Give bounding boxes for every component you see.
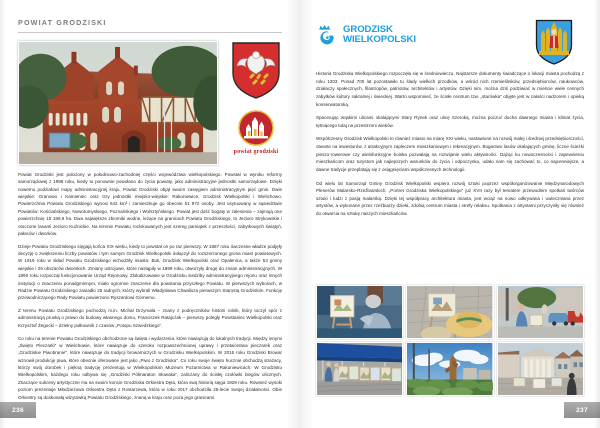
paragraph: Historia Grodziska Wielkopolskiego rozpoczęła się w średniowieczu. Najstarsze dokumenty świadczące o lokacji miasta pochodzą z roku 1303. Ponad 700 lat pozostawiło tu ślady wielkich przodków, a wśród nich rzemieślników, przedsiębiorców, naukowców, działaczy społecznych, filantropów, patriotów, architektów i artystów. Dzięki nim, można dziś podziwiać w mieście wiele cennych zabytków kultury sakralnej i świeckiej. Warto wspomnieć, że ścisłe centrum tzw. „starówka" objęte jest w całości nadzorem i opieką konserwatorską. <box>316 71 584 107</box>
header-divider <box>18 32 282 33</box>
left-page-header-block <box>18 18 282 33</box>
brand-line-2: WIELKOPOLSKI <box>343 34 416 45</box>
right-page-body <box>316 70 584 224</box>
page-title: POWIAT GRODZISKI <box>18 18 107 27</box>
photo-exhibition-tent <box>316 342 403 396</box>
page-number-right: 237 <box>564 402 600 418</box>
page-number-left: 236 <box>0 402 36 418</box>
paragraph: Współczesny Grodzisk Wielkopolski to również miasto na miarę XXI wieku, nastawione na rozwój małej i średniej przedsiębiorczości, otwarte na inwestorów, z atrakcyjnym zapleczem mieszkaniowym i rekreacyjnym. Bogactwo lasów okalających gminę, liczne ścieżki pieszo-rowerowe czy wielofunkcyjne boiska pozwalają na rozwijanie wielu aktywności. Dążąc ku nowoczesności i zapewnieniu mieszkańcom oraz turystom jak najlepszych warunków do życia i odpoczynku, udało nam się zachować to, co najcenniejsze, a dawne tradycje przeplatają się z osiągnięciami współczesnych technologii. <box>316 136 584 172</box>
grodzisk-crown-g-icon <box>316 24 338 46</box>
powiat-grodziski-building-photo <box>18 41 218 165</box>
paragraph: Powiat Grodziski jest położony w południowo-zachodniej części województwa wielkopolskiego. Powstał w wyniku reformy samorządowej z 1998 roku, kiedy to ponownie powołano do życia powiaty, jako administracyjne jednostki samorządowe. Dzięki nowemu podziałowi mapy administracyjnej kraju, Powiat Grodziski objął swoim zasięgiem administracyjnym pięć gmin. Dwie wiejskie: Granowo i Kamieniec oraz trzy jednostki miejsko-wiejskie: Rakoniewice, Grodzisk Wielkopolski i Wielichowo. Powierzchnia Powiatu Grodziskiego wynosi 642 km² i zamieszkuje go obecnie 51 972 osoby. Jest usytuowany w sąsiedztwie Powiatów: Kościańskiego, Nowotomyskiego, Poznańskiego i Wolsztyńskiego. Powiat jest dość bogaty w zalesienia – zajmują one powierzchnię 15 198,9 ha. Dwa największe zbiorniki wodne, leżące na granicach Powiatu Grodziskiego, to Jezioro Strykowskie i otoczone lasami Jezioro Kuźnickie. Na terenie Powiatu rozlokowanych jest szereg pamiątek z przeszłości, zabytkowych świątyń, pałaców i dworków. <box>18 172 282 236</box>
right-page-header-block <box>316 18 584 62</box>
powiat-grodziski-logo-caption: powiat grodziski <box>233 149 279 155</box>
left-page-emblems <box>226 40 286 155</box>
left-page-body <box>18 171 282 406</box>
paragraph: Z terenu Powiatu Grodziskiego pochodzą m.in. Michał Drzymała – znany z podręczników historii rolnik, który toczył spór z administracją pruską o prawo do budowy własnego domu, Franciszek Ratajczak – pierwszy poległy Powstaniec Wielkopolski oraz Krzysztof Żegocki – dzielny pułkownik z czasów „Potopu Szwedzkiego". <box>18 308 282 328</box>
photo-wooden-sculpture-park <box>406 342 493 396</box>
photo-artist-with-straw-hat <box>406 285 493 339</box>
powiat-grodziski-coat-of-arms <box>230 40 282 100</box>
paragraph: Od wielu lat Samorząd Gminy Grodzisk Wielkopolski wspiera rozwój sztuki poprzez współorganizowanie Międzynarodowych Plenerów Malarsko-Rzeźbiarskich. „Portret Grodziska Wielkopolskiego" już XVII razy był tematem przewodnim spotkań twórców sztuki i ludzi z pasją malarską. Dzięki tej współpracy architektura miasta, jest wciąż na nowo odkrywana i uwieczniana przez artystów, a wykonane przez rzeźbiarzy dzieła, zdobią centrum miasta i strefy relaksu. Spotkania z artystami przyczyniły się również do otwarcia na sztukę naszych mieszkańców. <box>316 180 584 216</box>
powiat-grodziski-logo <box>228 110 284 155</box>
paragraph: Dzieje Powiatu Grodziskiego sięgają końca XIX wieku, kiedy to powstał on po raz pierwszy. W 1887 roku ówczesne władze podjęły decyzję o zwiększeniu liczby powiatów i tym samym Grodzisk Wielkopolski dołączył do rozszerzonego grona miast powiatowych. W 1919 roku w skład Powiatu Grodziskiego wchodziły miasta: Buk, Grodzisk Wielkopolski oraz Opalenica, a także 53 gminy wiejskie i 25 obszarów dworskich. Zmiany ustrojowe, które nastąpiły w 1989 roku, otworzyły drogę do zmian administracyjnych. W 1990 roku rozpoczął funkcjonowanie Urząd Rejonowy. Zlokalizowanie w Grodzisku siedziby administracyjnego rejonu oraz innych instytucji o znaczeniu ponadgminnym, miało ogromne znaczenie dla powstania przyszłego Powiatu. W pierwszych wyborach, w Radzie Powiatu Grodziskiego zasiadło 25 radnych, którzy wybrali Władysława Chwalisza pierwszym Starostą Grodziskim. Funkcję przewodniczącego Rady Powiatu powierzono Ryszardowi Górnemu. <box>18 243 282 301</box>
brand-line-1: GRODZISK <box>343 24 393 36</box>
grodzisk-wordmark <box>343 25 416 45</box>
grodzisk-wielkopolski-coat-of-arms <box>534 18 574 66</box>
photo-gallery <box>316 285 584 396</box>
paragraph: Spacerując wąskimi ulicami okalającymi Stary Rynek oraz ulicę Szeroką, można poczuć ducha dawnego miasta i klimat życia, tętniącego tutaj na przestrzeni wieków. <box>316 115 584 128</box>
paragraph: Co roku na terenie Powiatu Grodziskiego obchodzone są święta i wydarzenia, które nawiązują do lokalnych tradycji. Między innymi „Święto Pieczarki" w Wielichowie, które nawiązuje do szeroko rozpowszechnionej uprawy i przetwórstwa pieczarek oraz „Grodziskie Piwobranie", które nawiązuje do tradycji browarniczych w Grodzisku Wielkopolskim. W 2015 roku Grodziski Browar wznowił produkcję piwa, które obecnie oferowane jest jako „Piwo z Grodziska". Co roku swoje święto hucznie obchodzą strażacy, którzy swój dorobek i piękną tradycję prezentują w Wielkopolskim Muzeum Pożarnictwa w Rakoniewicach. W Grodzisku Wielkopolskim, każdego roku odbywa się „Grodziski Półmaraton Słowaka", zaliczany do ścisłej czołówki biegów ulicznych. Znaczące sukcesy artystyczne ma na swoim koncie Grodziska Orkiestra Dęta, która swą historią sięga 1929 roku. Również wysoki poziom prezentuje Młodzieżowa Orkiestra Dęta z Rostarzewa, która w roku 2017 obchodziła 25-lecie swojej działalności. Obie Orkiestry są doskonałą wizytówką Powiatu Grodziskiego, znaną w kraju oraz poza jego granicami. <box>18 335 282 400</box>
photo-painter-at-easel <box>316 285 403 339</box>
powiat-grodziski-mark-icon <box>238 110 274 146</box>
photo-town-square-painters <box>497 285 584 339</box>
photo-market-square-buildings <box>497 342 584 396</box>
grodzisk-wielkopolski-logo <box>316 24 416 46</box>
right-page <box>300 0 600 428</box>
